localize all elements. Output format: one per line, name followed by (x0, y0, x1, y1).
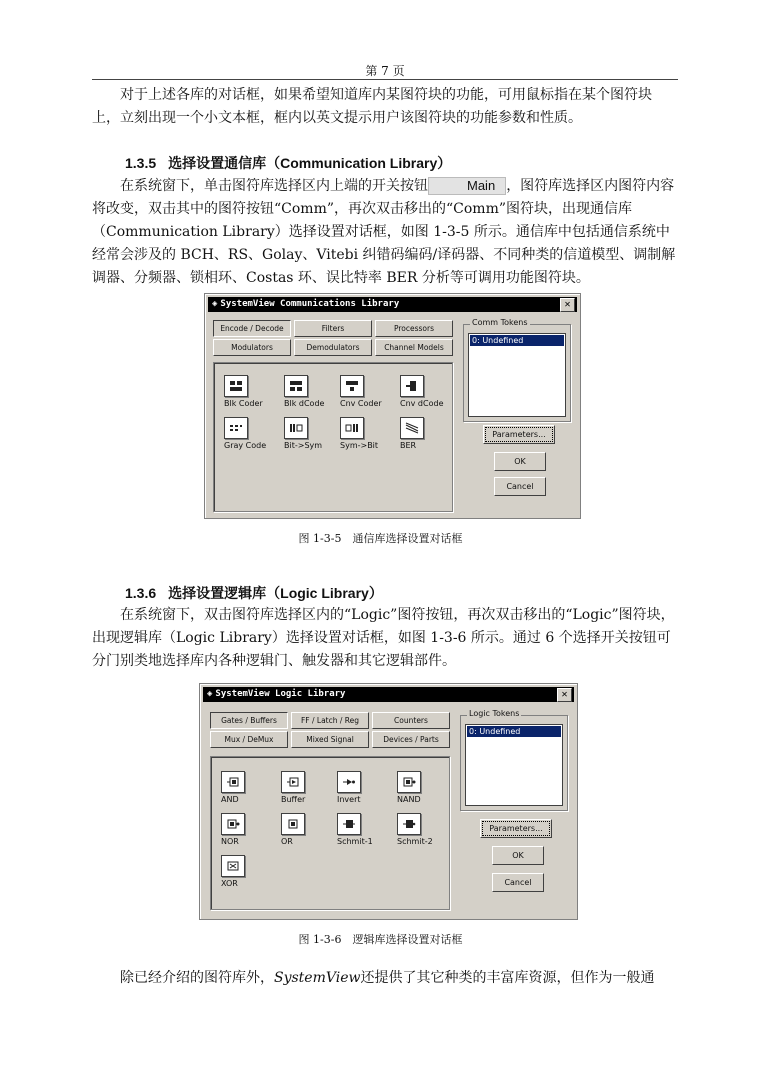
tab-mixed-signal[interactable]: Mixed Signal (291, 731, 369, 748)
block-icon (221, 813, 245, 835)
block-icon (340, 375, 364, 397)
block-label: NAND (397, 795, 421, 804)
section-1-paragraph (92, 175, 678, 290)
parameters-button[interactable]: Parameters... (483, 425, 555, 444)
product-name: SystemView (274, 970, 361, 986)
section-heading-1-3-6 (125, 583, 383, 603)
tab-channel-models[interactable]: Channel Models (375, 339, 453, 356)
block-xor[interactable] (221, 855, 281, 888)
block-label: Cnv Coder (340, 399, 382, 408)
parameters-button[interactable]: Parameters... (480, 819, 552, 838)
block-icon (397, 813, 421, 835)
block-schmit-2[interactable] (397, 813, 457, 846)
section-title: 选择设置逻辑库（Logic Library） (168, 585, 383, 601)
token-item[interactable]: 0: Undefined (470, 335, 564, 346)
block-palette (213, 362, 453, 512)
block-label: Blk dCode (284, 399, 325, 408)
system-menu-icon[interactable]: ◈ (207, 689, 213, 699)
block-label: AND (221, 795, 239, 804)
tab-devices-parts[interactable]: Devices / Parts (372, 731, 450, 748)
block-cnv-dcode[interactable] (400, 375, 460, 408)
dialog-title-bar (203, 687, 574, 702)
block-label: Buffer (281, 795, 306, 804)
tab-filters[interactable]: Filters (294, 320, 372, 337)
block-icon (397, 771, 421, 793)
tokens-label: Comm Tokens (472, 318, 528, 327)
tab-gates-buffers[interactable]: Gates / Buffers (210, 712, 288, 729)
block-label: NOR (221, 837, 239, 846)
block-schmit-1[interactable] (337, 813, 397, 846)
tab-processors[interactable]: Processors (375, 320, 453, 337)
section-number: 1.3.6 (125, 585, 157, 601)
block-icon (221, 771, 245, 793)
tokens-groupbox (463, 318, 571, 422)
block-icon (281, 813, 305, 835)
block-sym-bit[interactable] (340, 417, 400, 450)
tab-counters[interactable]: Counters (372, 712, 450, 729)
token-list[interactable] (468, 333, 566, 417)
header-rule (92, 79, 678, 80)
cancel-button[interactable]: Cancel (494, 477, 546, 496)
token-list[interactable] (465, 724, 563, 806)
section-2-paragraph: 在系统窗下，双击图符库选择区内的“Logic”图符按钮，再次双击移出的“Logic”图符块，出现逻辑库（Logic Library）选择设置对话框，如图 1-3-6 所示。通过 6 个选择开关按钮可分门别类地选择库内各种逻辑门、触发器和其它逻辑部件。 (92, 607, 675, 669)
ok-button[interactable]: OK (492, 846, 544, 865)
dialog-title: SystemView Logic Library (215, 689, 346, 699)
block-label: Cnv dCode (400, 399, 444, 408)
figure-caption-1-3-6: 图 1-3-6 逻辑库选择设置对话框 (298, 933, 463, 946)
block-label: Schmit-1 (337, 837, 373, 846)
token-item[interactable]: 0: Undefined (467, 726, 561, 737)
comm-library-dialog (204, 293, 581, 519)
block-icon (337, 813, 361, 835)
block-label: Gray Code (224, 441, 267, 450)
tokens-label: Logic Tokens (469, 709, 520, 718)
cancel-button[interactable]: Cancel (492, 873, 544, 892)
tab-mux-demux[interactable]: Mux / DeMux (210, 731, 288, 748)
block-icon (284, 375, 308, 397)
block-label: OR (281, 837, 293, 846)
block-cnv-coder[interactable] (340, 375, 400, 408)
block-bit-sym[interactable] (284, 417, 344, 450)
block-or[interactable] (281, 813, 341, 846)
block-blk-coder[interactable] (224, 375, 284, 408)
closing-paragraph (92, 967, 678, 990)
block-nor[interactable] (221, 813, 281, 846)
block-nand[interactable] (397, 771, 457, 804)
block-icon (224, 417, 248, 439)
section-number: 1.3.5 (125, 155, 157, 171)
block-ber[interactable] (400, 417, 460, 450)
page-header: 第 7 页 (365, 64, 405, 78)
paragraph-text: ，图符库选择区内图符内容将改变，双击其中的图符按钮“Comm”，再次双击移出的“Comm”图符块，出现通信库（Communication Library）选择设置对话框，如图 1-3-5 所示。通信库中包括通信系统中经常会涉及的 BCH、RS、Golay、Vitebi 纠错码编码/译码器、不同种类的信道模型、调制解调器、分频器、锁相环、Costas 环、误比特率 BER 分析等可调用功能图符块。 (92, 178, 676, 286)
paragraph-text: 在系统窗下，单击图符库选择区内上端的开关按钮 (120, 178, 428, 194)
paragraph-text: 除已经介绍的图符库外， (120, 970, 274, 986)
close-icon: ✕ (564, 299, 571, 310)
block-icon (284, 417, 308, 439)
block-label: Schmit-2 (397, 837, 433, 846)
paragraph-text: 还提供了其它种类的丰富库资源，但作为一般通 (360, 970, 655, 986)
tab-encode-decode[interactable]: Encode / Decode (213, 320, 291, 337)
block-label: Blk Coder (224, 399, 263, 408)
system-menu-icon[interactable]: ◈ (212, 299, 218, 309)
block-label: Bit->Sym (284, 441, 323, 450)
dialog-title: SystemView Communications Library (220, 299, 400, 309)
ok-button[interactable]: OK (494, 452, 546, 471)
tokens-groupbox (460, 709, 568, 811)
block-icon (224, 375, 248, 397)
block-label: XOR (221, 879, 238, 888)
block-gray-code[interactable] (224, 417, 284, 450)
close-button[interactable] (557, 688, 572, 702)
tab-modulators[interactable]: Modulators (213, 339, 291, 356)
block-buffer[interactable] (281, 771, 341, 804)
block-icon (281, 771, 305, 793)
close-icon: ✕ (561, 689, 568, 700)
main-button: Main (428, 177, 506, 195)
block-icon (337, 771, 361, 793)
block-icon (400, 375, 424, 397)
block-icon (221, 855, 245, 877)
close-button[interactable] (560, 298, 575, 312)
tab-ff-latch-reg[interactable]: FF / Latch / Reg (291, 712, 369, 729)
section-heading-1-3-5 (125, 153, 451, 173)
intro-paragraph: 对于上述各库的对话框，如果希望知道库内某图符块的功能，可用鼠标指在某个图符块上，立刻出现一个小文本框，框内以英文提示用户该图符块的功能参数和性质。 (92, 87, 652, 126)
block-and[interactable] (221, 771, 281, 804)
block-label: Sym->Bit (340, 441, 379, 450)
figure-caption-1-3-5: 图 1-3-5 通信库选择设置对话框 (298, 532, 463, 545)
block-palette (210, 756, 450, 910)
logic-library-dialog (199, 683, 578, 920)
block-label: Invert (337, 795, 361, 804)
block-blk-dcode[interactable] (284, 375, 344, 408)
dialog-title-bar (208, 297, 577, 312)
block-label: BER (400, 441, 417, 450)
section-title: 选择设置通信库（Communication Library） (168, 155, 452, 171)
tab-demodulators[interactable]: Demodulators (294, 339, 372, 356)
block-invert[interactable] (337, 771, 397, 804)
block-icon (400, 417, 424, 439)
block-icon (340, 417, 364, 439)
